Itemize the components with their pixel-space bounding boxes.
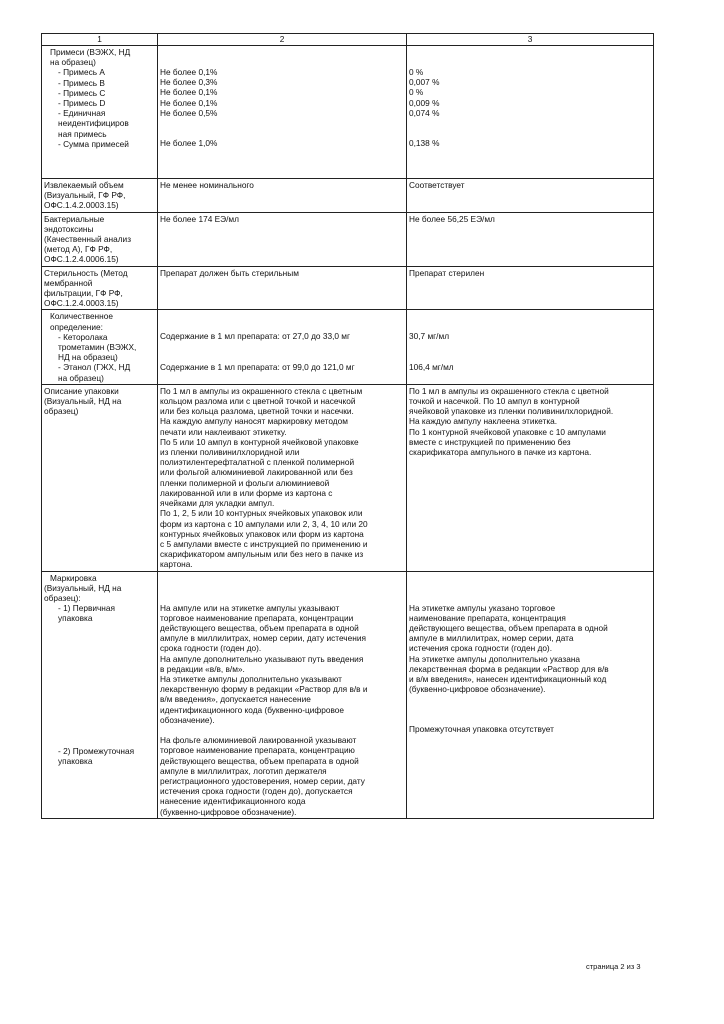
row-impurities bbox=[42, 46, 654, 179]
marking-requirement: На ампуле или на этикетке ампулы указывают торговое наименование препарата, концентрации действующего вещества, объем препарата в одной ампуле в миллилитрах, номер серии, дату истечения срока годности (годен до). На ампуле дополнительно указывают путь введения в редакции «в/в, в/м». На этикетке ампулы дополнительно указывают лекарственную форму в редакции «Раствор для в/в и в/м введения», допускается нанесение идентификационного кода (буквенно-цифровое обозначение). На фольге алюминиевой лакированной указывают торговое наименование препарата, концентрацию действующего вещества, объем препарата в одной ампуле в миллилитрах, логотип держателя регистрационного удостоверения, номер серии, дату истечения срока годности (годен до), допускается нанесение идентификационного кода (буквенно-цифровое обозначение). bbox=[158, 571, 407, 818]
packaging-requirement: По 1 мл в ампулы из окрашенного стекла с цветным кольцом разлома или с цветной точкой и насечкой или без кольца разлома, цветной точки и насечки. На каждую ампулу наносят маркировку методом печати или наклеивают этикетку. По 5 или 10 ампул в контурной ячейковой упаковке из пленки поливинилхлоридной или полиэтилентерефталатной с пленкой полимерной или фольгой алюминиевой лакированной или без пленки полимерной и фольги алюминиевой лакированной или в или форме из картона с ячейками для укладки ампул. По 1, 2, 5 или 10 контурных ячейковых упаковок или форм из картона с 10 ампулами или 2, 3, 4, 10 или 20 контурных ячейковых упаковок или форм из картона с 5 ампулами вместе с инструкцией по применению и скарификатором ампульным или без него в пачке из картона. bbox=[158, 384, 407, 571]
endotoxins-requirement: Не более 174 ЕЭ/мл bbox=[158, 212, 407, 266]
sterility-result: Препарат стерилен bbox=[407, 266, 654, 310]
header-row bbox=[42, 34, 654, 46]
marking-result: На этикетке ампулы указано торговое наименование препарата, концентрация действующего вещества, объем препарата в одной ампуле в миллилитрах, номер серии, дата истечения срока годности (годен до). На этикетке ампулы дополнительно указана лекарственная форма в редакции «Раствор для в/в и в/м введения», нанесен идентификационный код (буквенно-цифровое обозначение). Промежуточная упаковка отсутствует bbox=[407, 571, 654, 818]
page-number: страница 2 из 3 bbox=[586, 962, 641, 971]
packaging-name: Описание упаковки (Визуальный, НД на образец) bbox=[42, 384, 158, 571]
assay-requirement: Содержание в 1 мл препарата: от 27,0 до 33,0 мг Содержание в 1 мл препарата: от 99,0 до 121,0 мг bbox=[158, 310, 407, 384]
assay-result: 30,7 мг/мл 106,4 мг/мл bbox=[407, 310, 654, 384]
sterility-requirement: Препарат должен быть стерильным bbox=[158, 266, 407, 310]
volume-name: Извлекаемый объем (Визуальный, ГФ РФ, ОФС.1.4.2.0003.15) bbox=[42, 179, 158, 213]
endotoxins-name: Бактериальные эндотоксины (Качественный анализ (метод А), ГФ РФ, ОФС.1.2.4.0006.15) bbox=[42, 212, 158, 266]
col-2-header: 2 bbox=[158, 34, 407, 46]
row-endotoxins bbox=[42, 212, 654, 266]
spec-table bbox=[41, 33, 654, 819]
endotoxins-result: Не более 56,25 ЕЭ/мл bbox=[407, 212, 654, 266]
impurities-result: 0 % 0,007 % 0 % 0,009 % 0,074 % 0,138 % bbox=[407, 46, 654, 179]
volume-result: Соответствует bbox=[407, 179, 654, 213]
volume-requirement: Не менее номинального bbox=[158, 179, 407, 213]
row-volume bbox=[42, 179, 654, 213]
impurities-requirement: Не более 0,1% Не более 0,3% Не более 0,1% Не более 0,1% Не более 0,5% Не более 1,0% bbox=[158, 46, 407, 179]
sterility-name: Стерильность (Метод мембранной фильтрации, ГФ РФ, ОФС.1.2.4.0003.15) bbox=[42, 266, 158, 310]
row-packaging bbox=[42, 384, 654, 571]
impurities-name: Примеси (ВЭЖХ, НД на образец) - Примесь A - Примесь B - Примесь C - Примесь D - Единичная неидентифициров ная примесь - Сумма примесей bbox=[42, 46, 158, 179]
col-3-header: 3 bbox=[407, 34, 654, 46]
row-assay bbox=[42, 310, 654, 384]
marking-name: Маркировка (Визуальный, НД на образец): - 1) Первичная упаковка - 2) Промежуточная упаковка bbox=[42, 571, 158, 818]
assay-name: Количественное определение: - Кеторолака трометамин (ВЭЖХ, НД на образец) - Этанол (ГЖХ, НД на образец) bbox=[42, 310, 158, 384]
row-sterility bbox=[42, 266, 654, 310]
packaging-result: По 1 мл в ампулы из окрашенного стекла с цветной точкой и насечкой. По 10 ампул в контурной ячейковой упаковке из пленки поливинилхлоридной. На каждую ампулу наклеена этикетка. По 1 контурной ячейковой упаковке с 10 ампулами вместе с инструкцией по применению без скарификатора ампульного в пачке из картона. bbox=[407, 384, 654, 571]
col-1-header: 1 bbox=[42, 34, 158, 46]
row-marking bbox=[42, 571, 654, 818]
